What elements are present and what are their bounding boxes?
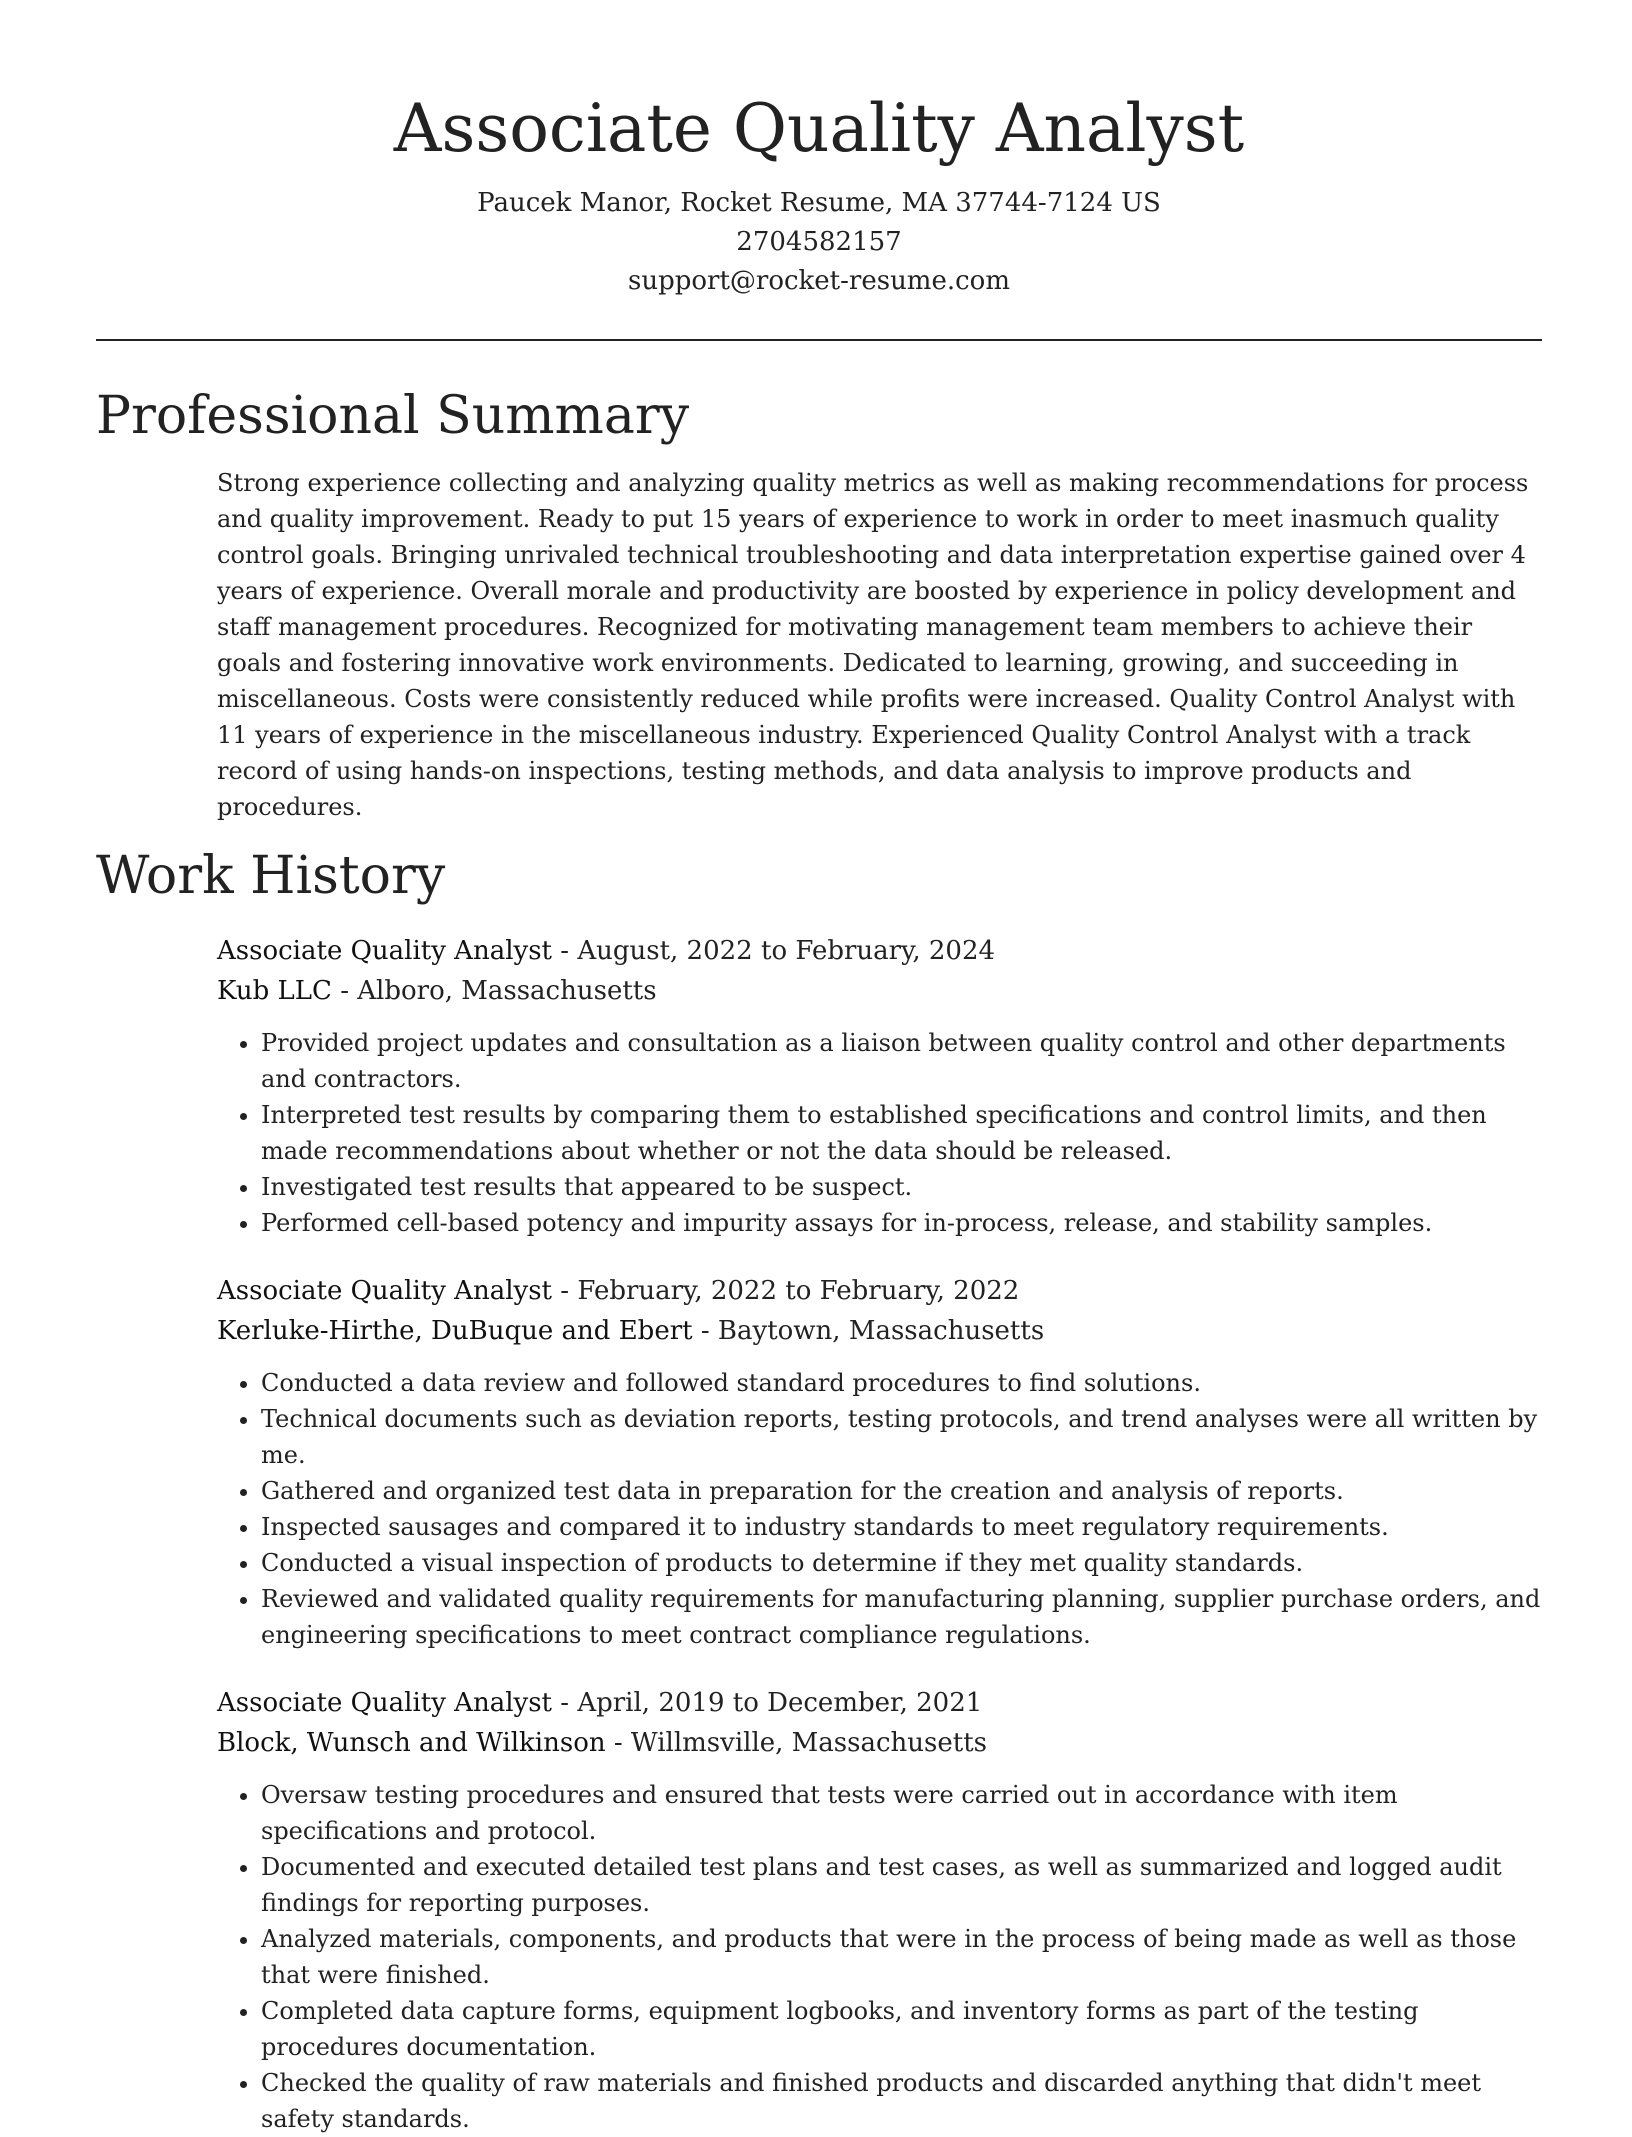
job-role: Associate Quality Analyst <box>217 1276 553 1306</box>
job-company-line <box>217 1723 1542 1763</box>
job-location: - Alboro, Massachusetts <box>331 976 657 1006</box>
job-bullet: • Investigated test results that appeared to be suspect. <box>261 1169 1542 1205</box>
contact-address: Paucek Manor, Rocket Resume, MA 37744-7124 US <box>477 188 1161 218</box>
job-role: Associate Quality Analyst <box>217 1688 553 1718</box>
job-bullet: • Analyzed materials, components, and products that were in the process of being made as well as those that were finished. <box>261 1921 1542 1993</box>
job-bullet: • Interpreted test results by comparing them to established specifications and control limits, and then made recommendations about whether or not the data should be released. <box>261 1097 1542 1169</box>
job-bullet: • Technical documents such as deviation reports, testing protocols, and trend analyses were all written by me. <box>261 1401 1542 1473</box>
header-divider <box>96 339 1542 341</box>
job-title-line <box>217 931 1542 971</box>
job-location: - Willmsville, Massachusetts <box>605 1728 988 1758</box>
job-bullet: • Provided project updates and consultation as a liaison between quality control and other departments and contractors. <box>261 1025 1542 1097</box>
job-dates: - February, 2022 to February, 2022 <box>552 1276 1020 1306</box>
job-title-line <box>217 1683 1542 1723</box>
job-bullet: • Gathered and organized test data in preparation for the creation and analysis of reports. <box>261 1473 1542 1509</box>
job-company: Kerluke-Hirthe, DuBuque and Ebert <box>217 1316 693 1346</box>
job-location: - Baytown, Massachusetts <box>692 1316 1045 1346</box>
contact-block <box>96 184 1542 301</box>
job-bullet-list <box>217 1025 1542 1241</box>
work-history-heading: Work History <box>96 846 446 906</box>
job-company-line <box>217 971 1542 1011</box>
job-bullet: • Conducted a visual inspection of products to determine if they met quality standards. <box>261 1545 1542 1581</box>
job-dates: - August, 2022 to February, 2024 <box>552 936 996 966</box>
job-entry <box>217 1271 1542 1653</box>
job-bullet: • Oversaw testing procedures and ensured that tests were carried out in accordance with item specifications and protocol. <box>261 1777 1542 1849</box>
job-company-line <box>217 1311 1542 1351</box>
job-entry <box>217 1683 1542 2137</box>
summary-text: Strong experience collecting and analyzing quality metrics as well as making recommendations for process and quality improvement. Ready to put 15 years of experience to work in order to meet inasmuch quality control goals. Bringing unrivaled technical troubleshooting and data interpretation expertise gained over 4 years of experience. Overall morale and productivity are boosted by experience in policy development and staff management procedures. Recognized for motivating management team members to achieve their goals and fostering innovative work environments. Dedicated to learning, growing, and succeeding in miscellaneous. Costs were consistently reduced while profits were increased. Quality Control Analyst with 11 years of experience in the miscellaneous industry. Experienced Quality Control Analyst with a track record of using hands-on inspections, testing methods, and data analysis to improve products and procedures. <box>217 469 1529 821</box>
contact-email: support@rocket-resume.com <box>627 266 1010 296</box>
job-bullet: • Performed cell-based potency and impurity assays for in-process, release, and stability samples. <box>261 1205 1542 1241</box>
job-title-line <box>217 1271 1542 1311</box>
job-role: Associate Quality Analyst <box>217 936 553 966</box>
job-bullet: • Completed data capture forms, equipment logbooks, and inventory forms as part of the testing procedures documentation. <box>261 1993 1542 2065</box>
job-bullet-list <box>217 1365 1542 1653</box>
job-bullet: • Conducted a data review and followed standard procedures to find solutions. <box>261 1365 1542 1401</box>
job-bullet: • Checked the quality of raw materials and finished products and discarded anything that didn't meet safety standards. <box>261 2065 1542 2137</box>
job-bullet: • Reviewed and validated quality requirements for manufacturing planning, supplier purchase orders, and engineering specifications to meet contract compliance regulations. <box>261 1581 1542 1653</box>
job-bullet: • Inspected sausages and compared it to industry standards to meet regulatory requirements. <box>261 1509 1542 1545</box>
resume-header <box>96 0 1542 301</box>
job-dates: - April, 2019 to December, 2021 <box>552 1688 983 1718</box>
job-bullet: • Documented and executed detailed test plans and test cases, as well as summarized and logged audit findings for reporting purposes. <box>261 1849 1542 1921</box>
job-company: Kub LLC <box>217 976 332 1006</box>
contact-phone: 2704582157 <box>736 227 902 257</box>
job-bullet-list <box>217 1777 1542 2137</box>
job-company: Block, Wunsch and Wilkinson <box>217 1728 606 1758</box>
summary-heading: Professional Summary <box>96 386 690 446</box>
resume-name: Associate Quality Analyst <box>393 90 1245 167</box>
resume-page <box>96 0 1542 2137</box>
job-entry <box>217 931 1542 1241</box>
